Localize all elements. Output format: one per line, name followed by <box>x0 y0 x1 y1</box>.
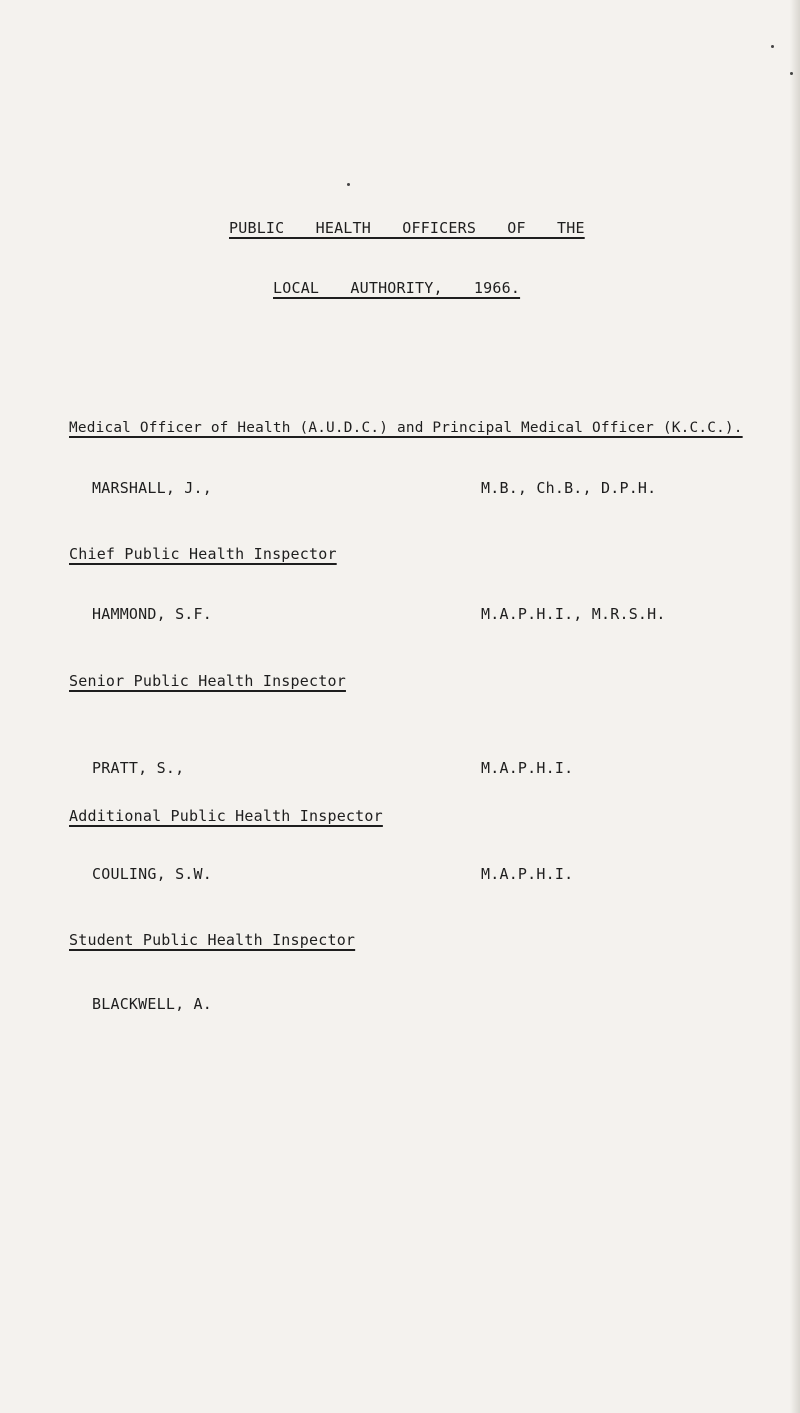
officer-name-pratt: PRATT, S., <box>92 759 185 777</box>
officer-qualifications-hammond: M.A.P.H.I., M.R.S.H. <box>481 605 666 623</box>
section-title-chief-inspector: Chief Public Health Inspector <box>69 545 337 563</box>
scan-speck <box>790 72 793 75</box>
officer-qualifications-couling: M.A.P.H.I. <box>481 865 574 883</box>
officer-name-hammond: HAMMOND, S.F. <box>92 605 212 623</box>
section-title-additional-inspector: Additional Public Health Inspector <box>69 807 383 825</box>
section-title-senior-inspector: Senior Public Health Inspector <box>69 672 346 690</box>
officer-name-couling: COULING, S.W. <box>92 865 212 883</box>
page-edge-shadow <box>790 0 800 1413</box>
document-title-line1: PUBLIC HEALTH OFFICERS OF THE <box>229 219 585 237</box>
officer-name-marshall: MARSHALL, J., <box>92 479 212 497</box>
scan-speck <box>771 45 774 48</box>
section-title-medical-officer: Medical Officer of Health (A.U.D.C.) and Principal Medical Officer (K.C.C.). <box>69 420 743 436</box>
document-title-line2: LOCAL AUTHORITY, 1966. <box>273 279 521 297</box>
officer-qualifications-marshall: M.B., Ch.B., D.P.H. <box>481 479 657 497</box>
officer-qualifications-pratt: M.A.P.H.I. <box>481 759 574 777</box>
scan-speck <box>347 183 350 186</box>
section-title-student-inspector: Student Public Health Inspector <box>69 931 356 949</box>
officer-name-blackwell: BLACKWELL, A. <box>92 995 212 1013</box>
